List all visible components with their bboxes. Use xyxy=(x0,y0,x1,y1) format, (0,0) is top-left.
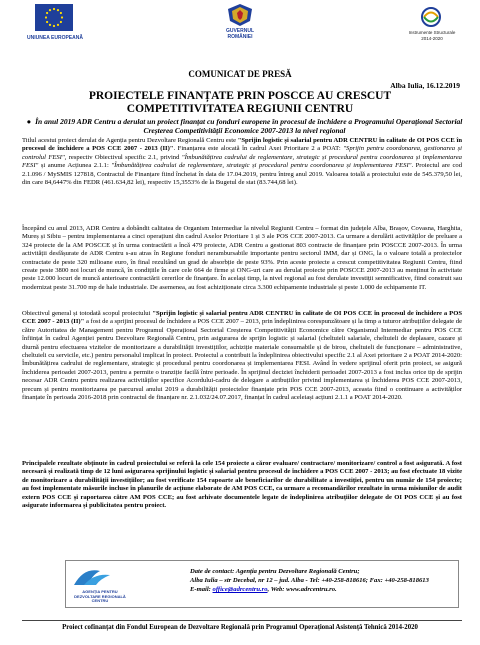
logo-band xyxy=(0,0,480,68)
bullet-icon: ● xyxy=(26,117,32,126)
contact-line-3: E-mail: office@adrcentru.ro, Web: www.adrcentru.ro. xyxy=(190,586,337,593)
press-release-title: PROIECTELE FINANȚATE PRIN POSCCE AU CRESCUT COMPETITIVITATEA REGIUNII CENTRU xyxy=(88,90,392,115)
document-heading: COMUNICAT DE PRESĂ xyxy=(188,69,292,79)
paragraph-background: Începând cu anul 2013, ADR Centru a dobândit calitatea de Organism Intermediar la nivelul Regiunii Centru – format din județele Alba, Brașov, Covasna, Harghita, Mureș și Sibiu – pentru implementarea a cinci operațiuni din cadrul Axelor Prioritare 1 și 3 ale POS CCE 2007-2013. Ca urmare a derulării activităților de preluare a 324 proiecte de la AM POSCCE și în urma contractării a încă 479 proiecte, ADR Centru a gestionat 803 contracte de finanțare prin POSCCE 2007-2013. În urma activității desfășurate de ADR Centru s-au atras în Regiune fonduri nerambursabile importante pentru sectorul IMM, dar și ONG, la o valoare totală a proiectelor contractate de peste 320 milioane euro, în final rezultând un grad de absorbție de peste 93%. Prin aceste proiecte a crescut competitivitatea Regiunii Centru, fiind create peste 3800 noi locuri de muncă, în condițiile în care cele 664 de firme și ONG-uri care au derulat proiecte prin POSCCE 2007-2013 au menținut în activitate peste 12.000 locuri de muncă anterioare contractării cererilor de finanțare. În același timp, la nivel regional au fost derulate investiții semnificative, fiind construit sau modernizat peste 31.700 mp de hale industriale. De asemenea, au fost achiziționate circa 3.300 echipamente industriale și peste 1.000 de echipamente IT. xyxy=(22,225,462,291)
contact-box xyxy=(65,560,459,608)
adr-centru-logo-icon xyxy=(70,565,118,589)
footer-divider xyxy=(22,620,462,621)
summary-bullet: ● În anul 2019 ADR Centru a derulat un proiect finanțat cu fonduri europene în procesul de închidere a Programului Operațional Sectorial Creșterea Competitivității Economice 2007-2013 la nivel regional xyxy=(26,117,463,135)
structural-instruments-caption: Instrumente Structurale 2014-2020 xyxy=(408,30,456,41)
government-coat-of-arms-icon xyxy=(224,3,256,27)
footer-funding-note: Proiect cofinanțat din Fondul European de Dezvoltare Regională prin Programul Operațional Asistență Tehnică 2014-2020 xyxy=(62,624,418,631)
adr-centru-logo-text: AGENȚIA PENTRU DEZVOLTARE REGIONALĂ CENTRU xyxy=(74,589,126,603)
dateline: Alba Iulia, 16.12.2019 xyxy=(390,81,460,90)
eu-flag-logo xyxy=(35,4,73,31)
contact-line-2: Alba Iulia – str Decebal, nr 12 – jud. Alba - Tel: +40-258-818616; Fax: +40-258-818613 xyxy=(190,577,429,584)
adr-centru-logo xyxy=(70,565,126,603)
structural-instruments-logo-icon xyxy=(418,6,444,28)
paragraph-results: Principalele rezultate obținute în cadrul proiectului se referă la cele 154 proiecte a căror evaluare/ contractare/ monitorizare/ control a fost asigurată. A fost necesară și realizată timp de 12 luni asigurarea sprijinului logistic și salarial pentru procesul de închidere a POS CCE 2007 - 2013; au fost efectuate 18 vizite de monitorizare a durabilității investițiilor; au fost verificate 154 rapoarte ale beneficiarilor de durabilitate a investiției, pentru un număr de 154 proiecte; au fost implementate măsurile incluse în planurile de acțiune elaborate de AM POS CCE, ca urmare a recomandărilor rezultate în urma misiunilor de audit extern POS CCE și raportarea către AM POS CCE; au fost arhivate documentele legate de îndeplinirea atribuțiilor delegate de OI POS CCE și au fost asigurate informarea și publicitatea pentru proiect. xyxy=(22,460,462,510)
paragraph-project-title: Titlul acestui proiect derulat de Agenția pentru Dezvoltare Regională Centru este "Sprijin logistic și salarial pentru ADR CENTRU în calitate de OI POS CCE în procesul de închidere a POS CCE 2007 - 2013 (II)". Finanțarea este alocată în cadrul Axei Prioritare 2 a POAT: "Sprijin pentru coordonarea, gestionarea și controlul FESI", respectiv Obiectivul specific 2.1, privind "Îmbunătățirea cadrului de reglementare, strategic și procedural pentru coordonarea și implementarea FESI" și anume Acțiunea 2.1.1: "Îmbunătățirea cadrului de reglementare, strategic și procedural pentru coordonarea și implementarea FESI". Proiectul are cod 2.1.096 / MySMIS 127818, Contractul de Finanțare fiind încheiat în data de 17.04.2019, pentru întreg anul 2019. Valoarea totală a proiectului este de 545.379,50 lei, din care 84,6447% din FEDR (461.634,82 lei), respectiv 15,3553% de la Bugetul de stat (83.744,68 lei). xyxy=(22,137,462,187)
email-link[interactable]: office@adrcentru.ro xyxy=(212,586,268,593)
eu-caption: UNIUNEA EUROPEANĂ xyxy=(27,35,83,41)
contact-line-1: Date de contact: Agenția pentru Dezvoltare Regională Centru; xyxy=(190,568,360,575)
government-caption: GUVERNUL ROMÂNIEI xyxy=(225,28,255,40)
paragraph-objective: Obiectivul general și totodată scopul proiectului "Sprijin logistic și salarial pentru ADR CENTRU în calitate de OI POS CCE în procesul de închidere a POS CCE 2007 - 2013 (II)" a fost de a sprijini procesul de închidere a POS CCE 2007 – 2013, prin îndeplinirea corespunzătoare și la timp a tuturor atribuțiilor delegate de către Autoritatea de Management pentru Programul Operațional Sectorial Creșterea Competitivității Economice către Organismul Intermediar pentru POS CCE înființat în cadrul Agenției pentru Dezvoltare Regională Centru, prin asigurarea de sprijin logistic și salarial (cheltuieli salariale, cheltuieli de deplasare, cazare și diurnă pentru efectuarea vizitelor de monitorizare a durabilității investițiilor, achiziție materiale consumabile și de birou, cheltuieli de funcționare – administrative, cheltuieli cu servicile, etc.) pentru personalul implicat în proiect. Proiectul a contribuit la îndeplinirea obiectivului specific 2.1 al Axei prioritare 2 a POAT 2014-2020: Îmbunătățirea cadrului de reglementare, strategic și procedural pentru coordonarea și implementarea FESI. Având în vedere sprijinul oferit prin proiect, se asigură închiderea perioadei 2007-2013, pentru a permite o tranziție facilă între perioade. În sprijinul deciziei închiderii perioadei 2007-2013 a fost inclus orice tip de sprijin necesar ADR Centru pentru realizarea activităților specifice Acordului-cadru de delegare a atribuțiilor privind implementarea și închiderea POS CCE 2007-2013, precum și pentru monitorizarea pe parcursul anului 2019 a durabilității proiectelor finanțate prin POS CCE 2007-2013, aceasta fiind o continuare a activităților finanțate în perioada 2016-2018 prin contractul de finanțare nr. 2.1.032/24.07.2017, finanțat în cadrul aceleiași acțiuni 2.1.1 a POAT 2014-2020. xyxy=(22,310,462,402)
contact-details xyxy=(190,567,452,594)
eu-stars-icon xyxy=(35,4,73,31)
